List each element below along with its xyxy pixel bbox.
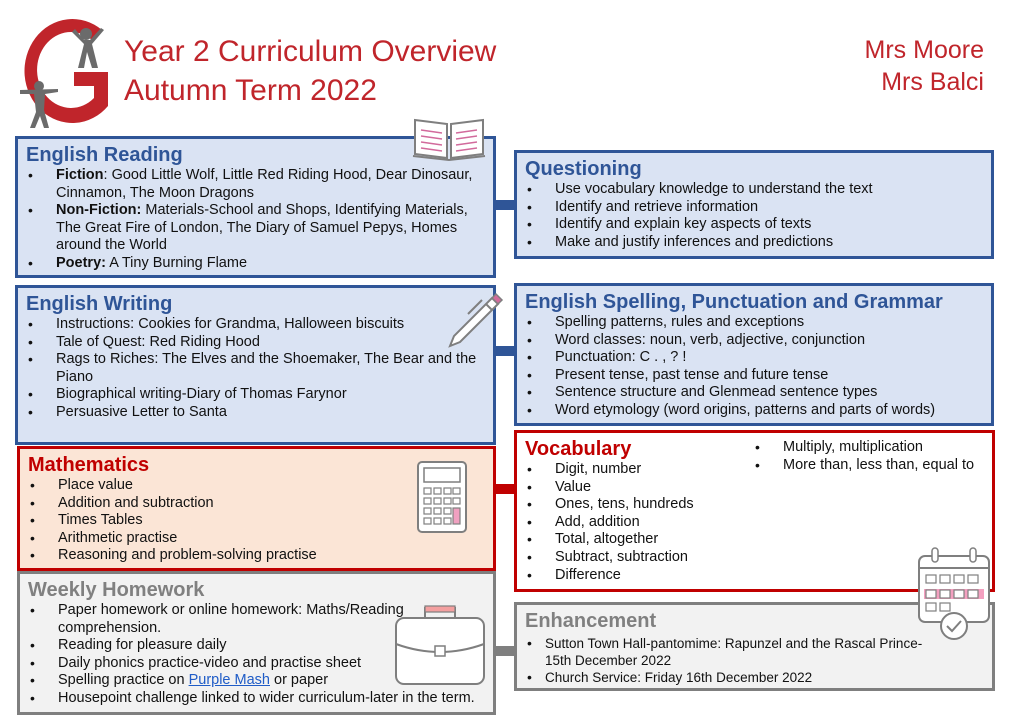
item-text: or paper bbox=[269, 672, 329, 689]
list-item: • Reasoning and problem-solving practise bbox=[28, 547, 485, 565]
english-reading-list bbox=[26, 167, 485, 273]
list-item: • Word etymology (word origins, patterns and parts of words) bbox=[525, 402, 983, 420]
list-item: • Value bbox=[525, 479, 984, 497]
spag-title: English Spelling, Punctuation and Grammar bbox=[525, 291, 943, 313]
page-subtitle: Autumn Term 2022 bbox=[124, 74, 377, 107]
item-text: A Tiny Burning Flame bbox=[105, 254, 248, 271]
briefcase-icon bbox=[393, 604, 487, 688]
item-label: Poetry: bbox=[56, 254, 106, 271]
spag-list bbox=[525, 314, 983, 420]
list-item: • Punctuation: C . , ? ! bbox=[525, 349, 983, 367]
english-reading-title: English Reading bbox=[26, 144, 183, 166]
list-item: • Daily phonics practice-video and practise sheet bbox=[28, 655, 485, 673]
homework-title: Weekly Homework bbox=[28, 579, 205, 601]
list-item: • Ones, tens, hundreds bbox=[525, 496, 984, 514]
item-text: : Good Little Wolf, Little Red Riding Hood, Dear Dinosaur, Cinnamon, The Moon Dragons bbox=[56, 167, 473, 201]
english-writing-panel bbox=[15, 285, 496, 445]
mathematics-title: Mathematics bbox=[28, 454, 150, 476]
questioning-list bbox=[525, 181, 983, 251]
list-item: • Add, addition bbox=[525, 514, 984, 532]
page-title: Year 2 Curriculum Overview bbox=[124, 35, 497, 68]
list-item: • Place value bbox=[28, 477, 485, 495]
list-item: • Present tense, past tense and future tense bbox=[525, 367, 983, 385]
list-item bbox=[26, 167, 485, 202]
list-item: • Make and justify inferences and predictions bbox=[525, 234, 983, 252]
questioning-title: Questioning bbox=[525, 158, 642, 180]
list-item: • Rags to Riches: The Elves and the Shoemaker, The Bear and the Piano bbox=[26, 351, 485, 386]
list-item: • Housepoint challenge linked to wider curriculum-later in the term. bbox=[28, 690, 485, 708]
list-item bbox=[26, 255, 485, 273]
list-item: • Digit, number bbox=[525, 461, 984, 479]
english-writing-list bbox=[26, 316, 485, 422]
list-item: • Subtract, subtraction bbox=[525, 549, 984, 567]
purple-mash-link[interactable]: Purple Mash bbox=[188, 672, 270, 689]
list-item: • Spelling patterns, rules and exceptions bbox=[525, 314, 983, 332]
list-item: • Sentence structure and Glenmead sentence types bbox=[525, 384, 983, 402]
list-item: • Total, altogether bbox=[525, 531, 984, 549]
list-item: • More than, less than, equal to bbox=[753, 457, 974, 475]
calendar-check-icon bbox=[916, 544, 992, 642]
list-item: • Tale of Quest: Red Riding Hood bbox=[26, 334, 485, 352]
list-item: • Biographical writing-Diary of Thomas Farynor bbox=[26, 386, 485, 404]
item-text: Spelling practice on bbox=[58, 672, 189, 689]
list-item: • Multiply, multiplication bbox=[753, 439, 974, 457]
connector-maths-vocabulary bbox=[496, 484, 516, 494]
teacher-name-2: Mrs Balci bbox=[881, 68, 984, 96]
english-writing-title: English Writing bbox=[26, 293, 173, 315]
list-item: • Church Service: Friday 16th December 2022 bbox=[525, 669, 984, 686]
list-item: • Identify and explain key aspects of texts bbox=[525, 216, 983, 234]
list-item: • Persuasive Letter to Santa bbox=[26, 404, 485, 422]
list-item: • Use vocabulary knowledge to understand the text bbox=[525, 181, 983, 199]
list-item: • Addition and subtraction bbox=[28, 495, 485, 513]
item-text: Materials-School and Shops, Identifying Materials, The Great Fire of London, The Diary of Samuel Pepys, Homes around the World bbox=[56, 202, 468, 254]
connector-reading-questioning bbox=[494, 200, 516, 210]
list-item: • Difference bbox=[525, 567, 984, 585]
list-item: • Sutton Town Hall-pantomime: Rapunzel and the Rascal Prince-15th December 2022 bbox=[525, 635, 984, 669]
teacher-name-1: Mrs Moore bbox=[864, 36, 984, 64]
open-book-icon bbox=[411, 112, 487, 162]
vocabulary-list-right bbox=[753, 439, 974, 474]
list-item: • Identify and retrieve information bbox=[525, 199, 983, 217]
enhancement-title: Enhancement bbox=[525, 610, 657, 632]
list-item: • Reading for pleasure daily bbox=[28, 637, 485, 655]
questioning-panel bbox=[514, 150, 994, 259]
calculator-icon bbox=[416, 460, 468, 534]
list-item bbox=[26, 202, 485, 255]
enhancement-list bbox=[525, 635, 984, 686]
list-item: • Arithmetic practise bbox=[28, 530, 485, 548]
school-logo-icon bbox=[14, 10, 124, 132]
item-label: Non-Fiction: bbox=[56, 202, 142, 219]
connector-homework-enhancement bbox=[496, 646, 516, 656]
vocabulary-title: Vocabulary bbox=[525, 438, 632, 460]
list-item: • Instructions: Cookies for Grandma, Halloween biscuits bbox=[26, 316, 485, 334]
list-item: • Word classes: noun, verb, adjective, conjunction bbox=[525, 332, 983, 350]
item-text: Paper homework or online homework: Maths/Reading comprehension. bbox=[58, 602, 404, 636]
spag-panel bbox=[514, 283, 994, 426]
pen-icon bbox=[442, 292, 504, 350]
item-label: Fiction bbox=[56, 167, 104, 183]
list-item: • Times Tables bbox=[28, 512, 485, 530]
